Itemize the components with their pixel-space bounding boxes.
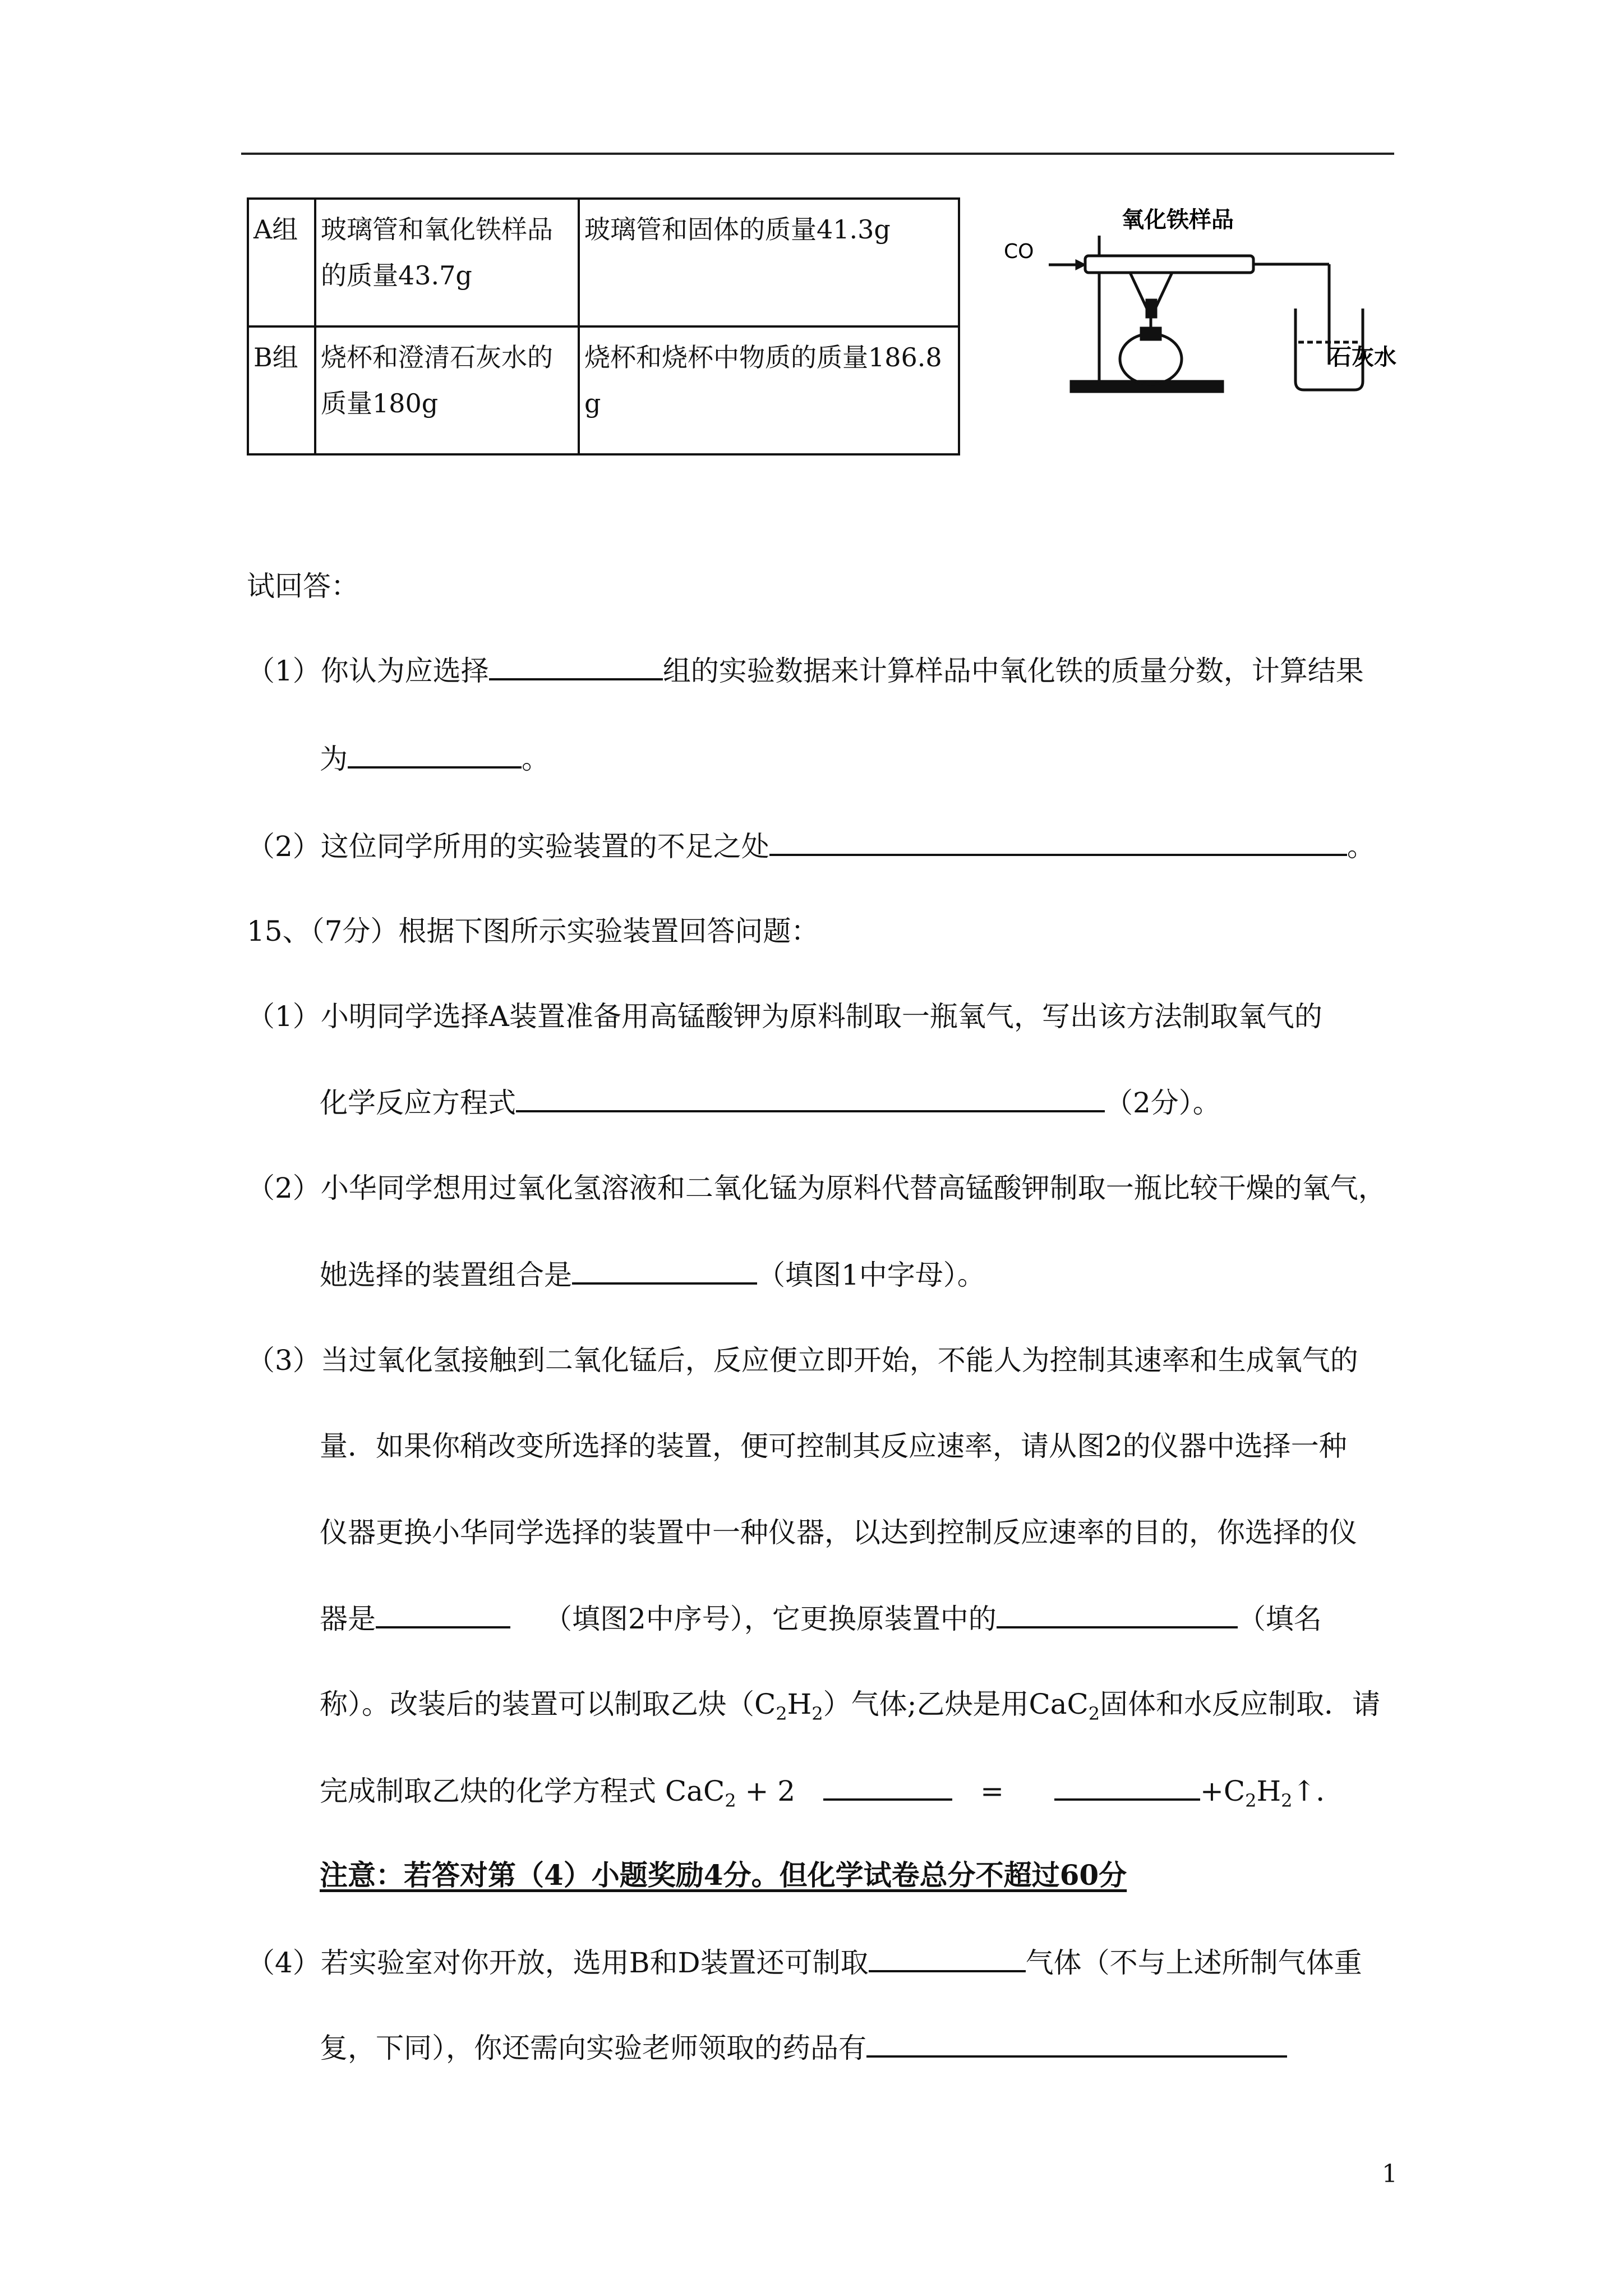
answer-blank[interactable] [769,829,1347,856]
p2-text-b: 她选择的装置组合是 [320,1259,572,1291]
p4-text-a: （4）若实验室对你开放，选用B和D装置还可制取 [247,1947,869,1979]
alcohol-lamp [1120,334,1182,384]
answer-blank[interactable] [1054,1774,1200,1801]
part-3-line-4 [320,1602,1322,1636]
subscript: 2 [1281,1790,1293,1811]
p3-text-e4: 固体和水反应制取．请 [1100,1688,1381,1720]
data-table [247,197,960,455]
subscript: 2 [725,1790,736,1811]
part-1-line-1: （1）小明同学选择A装置准备用高锰酸钾为原料制取一瓶氧气，写出该方法制取氧气的 [247,1000,1322,1033]
answer-blank[interactable] [516,1085,1105,1112]
p3-text-e2: H [787,1688,812,1720]
p3-text-d1: 器是 [320,1603,376,1635]
q1-text-c: 为 [320,743,348,775]
table-row [248,199,959,326]
glass-tube [1085,256,1253,273]
q1-text-d: 。 [522,743,550,775]
part-2-line-1: （2）小华同学想用过氧化氢溶液和二氧化锰为原料代替高锰酸钾制取一瓶比较干燥的氧气， [247,1172,1386,1204]
apparatus-drawing [1004,196,1413,409]
subscript: 2 [1088,1703,1100,1724]
limewater-label: 石灰水 [1329,344,1396,370]
question-15-heading: 15、（7分）根据下图所示实验装置回答问题： [247,915,819,947]
p1-text-b: 化学反应方程式 [320,1087,516,1119]
part-2-line-2 [320,1258,985,1292]
answer-blank[interactable] [348,742,522,769]
p3-text-f5: H [1256,1775,1281,1807]
q2-text-b: 。 [1347,830,1375,863]
question-1-line-1 [247,654,1364,688]
part-3-line-2: 量．如果你稍改变所选择的装置，便可控制其反应速率，请从图2的仪器中选择一种 [320,1430,1347,1462]
p3-text-d2: （填图2中序号），它更换原装置中的 [544,1603,997,1635]
answer-blank[interactable] [376,1602,510,1628]
group-cell: A组 [248,199,315,326]
apparatus-figure [1004,196,1413,409]
subscript: 2 [811,1703,823,1724]
subscript: 2 [1245,1790,1257,1811]
sample-label: 氧化铁样品 [1122,207,1234,233]
question-2-line [247,829,1375,863]
mass-after-cell: 烧杯和烧杯中物质的质量186.8g [579,326,959,454]
answer-blank[interactable] [997,1602,1238,1628]
p4-text-c: 复，下同），你还需向实验老师领取的药品有 [320,2032,866,2064]
p3-text-f3: = [980,1775,1004,1807]
p2-text-c: （填图1中字母）。 [757,1259,985,1291]
part-4-line-1 [247,1945,1362,1980]
q1-text-a: （1）你认为应选择 [247,655,489,687]
group-cell: B组 [248,326,315,454]
p1-text-c: （2分）。 [1105,1087,1221,1119]
answer-blank[interactable] [869,1945,1026,1972]
subscript: 2 [776,1703,787,1724]
q2-text-a: （2）这位同学所用的实验装置的不足之处 [247,830,769,863]
part-1-line-2 [320,1085,1221,1120]
part-3-line-1: （3）当过氧化氢接触到二氧化锰后，反应便立即开始，不能人为控制其速率和生成氧气的 [247,1344,1358,1377]
part-3-line-5 [320,1687,1380,1731]
answer-blank[interactable] [866,2031,1287,2058]
header-rule [241,153,1394,155]
p3-text-f4: +C [1200,1775,1246,1807]
page-number: 1 [1382,2160,1398,2188]
co-label: CO [1004,240,1034,263]
p3-text-e1: 称）。改装后的装置可以制取乙炔（C [320,1688,776,1720]
part-3-line-6 [320,1774,1344,1818]
p3-text-f1: 完成制取乙炔的化学方程式 CaC [320,1775,725,1807]
mass-before-cell: 烧杯和澄清石灰水的质量180g [315,326,579,454]
p3-text-f6: ↑． [1292,1775,1344,1807]
q1-text-b: 组的实验数据来计算样品中氧化铁的质量分数，计算结果 [662,655,1364,687]
p3-text-e3: ）气体;乙炔是用CaC [823,1688,1089,1720]
answer-blank[interactable] [489,654,663,680]
prompt-text: 试回答： [247,570,359,602]
bonus-note: 注意：若答对第（4）小题奖励4分。但化学试卷总分不超过60分 [320,1858,1127,1892]
p4-text-b: 气体（不与上述所制气体重 [1025,1947,1362,1979]
question-1-line-2 [320,742,550,776]
table-row [248,326,959,454]
answer-blank[interactable] [572,1258,757,1285]
p3-text-d3: （填名 [1237,1603,1322,1635]
mass-before-cell: 玻璃管和氧化铁样品的质量43.7g [315,199,579,326]
part-4-line-2 [320,2031,1287,2065]
mass-after-cell: 玻璃管和固体的质量41.3g [579,199,959,326]
part-3-line-3: 仪器更换小华同学选择的装置中一种仪器，以达到控制反应速率的目的，你选择的仪 [320,1516,1357,1549]
answer-blank[interactable] [823,1774,952,1801]
p3-text-f2: + 2 [736,1775,796,1807]
